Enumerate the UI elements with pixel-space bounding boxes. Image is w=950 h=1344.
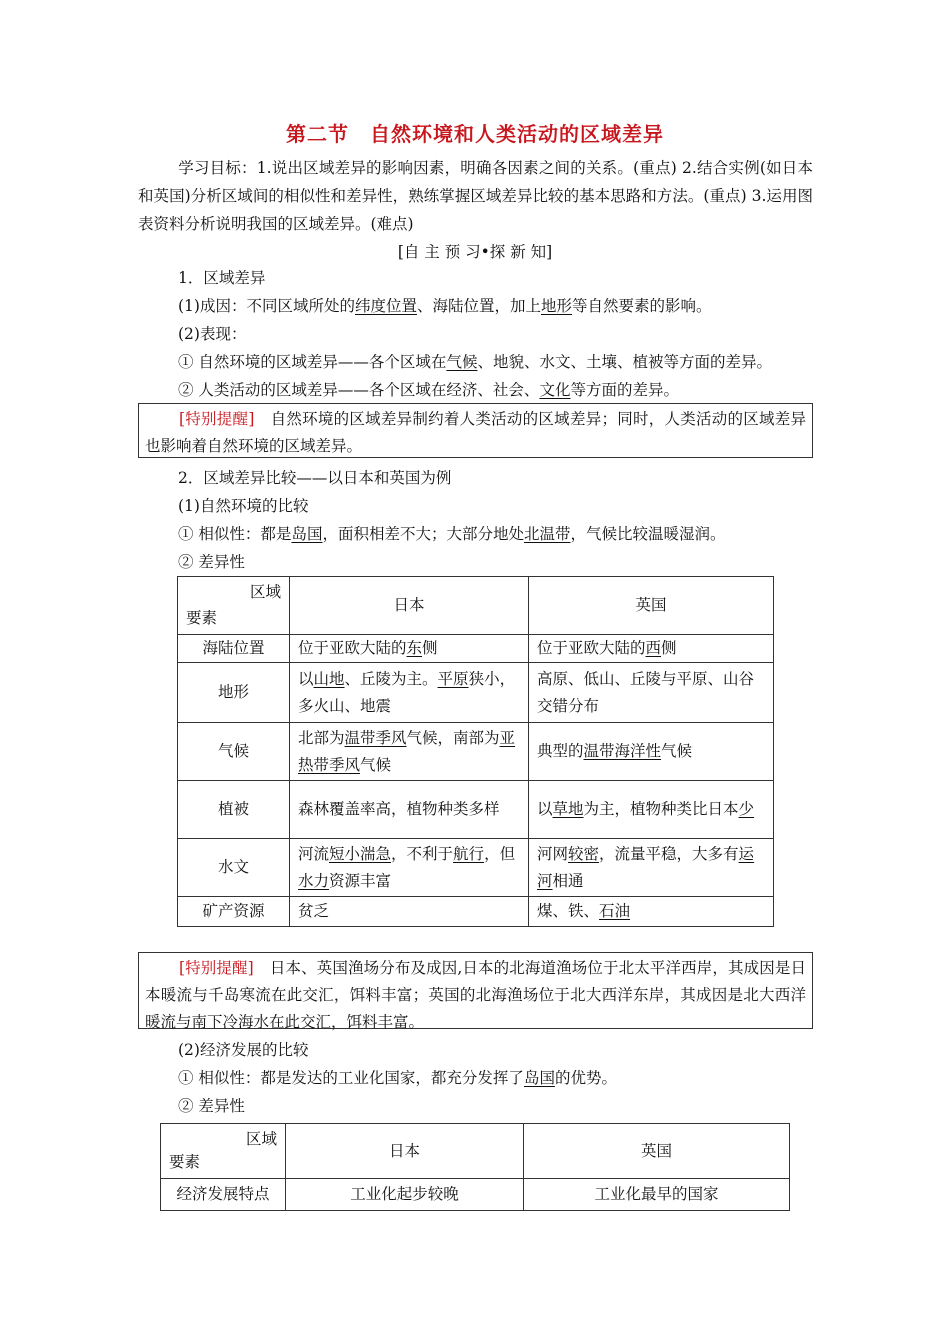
heading-comparison: 2．区域差异比较——以日本和英国为例 bbox=[178, 469, 452, 487]
table-row: 植被 森林覆盖率高，植物种类多样 以草地为主，植物种类比日本少 bbox=[178, 781, 774, 839]
table-corner-cell: 区域 要素 bbox=[178, 577, 290, 635]
page-title: 第二节 自然环境和人类活动的区域差异 bbox=[286, 122, 664, 146]
column-header-uk: 英国 bbox=[524, 1124, 790, 1179]
reminder-label: [特别提醒] bbox=[179, 410, 255, 428]
table-row: 地形 以山地、丘陵为主。平原狭小，多火山、地震 高原、低山、丘陵与平原、山谷交错分布 bbox=[178, 663, 774, 723]
reminder-label: [特别提醒] bbox=[179, 959, 254, 977]
performance-label: (2)表现： bbox=[178, 325, 247, 343]
natural-comparison-label: (1)自然环境的比较 bbox=[178, 497, 309, 515]
similarity-line: ① 相似性：都是岛国，面积相差不大；大部分地处北温带，气候比较温暖湿润。 bbox=[178, 525, 726, 543]
special-reminder-box-1: [特别提醒] 自然环境的区域差异制约着人类活动的区域差异；同时，人类活动的区域差异也影响着自然环境的区域差异。 bbox=[138, 403, 813, 458]
economic-difference-label: ② 差异性 bbox=[178, 1097, 245, 1115]
economic-comparison-table bbox=[160, 1123, 790, 1211]
human-difference-line: ② 人类活动的区域差异——各个区域在经济、社会、文化等方面的差异。 bbox=[178, 381, 679, 399]
section-header: [自 主 预 习•探 新 知] bbox=[397, 243, 553, 261]
table-row: 气候 北部为温带季风气候，南部为亚热带季风气候 典型的温带海洋性气候 bbox=[178, 723, 774, 781]
economic-comparison-label: (2)经济发展的比较 bbox=[178, 1041, 309, 1059]
table-row: 矿产资源 贫乏 煤、铁、石油 bbox=[178, 897, 774, 927]
heading-regional-difference: 1．区域差异 bbox=[178, 269, 266, 287]
natural-difference-line: ① 自然环境的区域差异——各个区域在气候、地貌、水文、土壤、植被等方面的差异。 bbox=[178, 353, 772, 371]
cause-line: (1)成因：不同区域所处的纬度位置、海陆位置，加上地形等自然要素的影响。 bbox=[178, 297, 712, 315]
natural-comparison-table bbox=[177, 576, 774, 927]
difference-label: ② 差异性 bbox=[178, 553, 245, 571]
column-header-japan: 日本 bbox=[286, 1124, 524, 1179]
column-header-uk: 英国 bbox=[529, 577, 774, 635]
economic-similarity-line: ① 相似性：都是发达的工业化国家，都充分发挥了岛国的优势。 bbox=[178, 1069, 617, 1087]
table-row: 水文 河流短小湍急，不利于航行，但水力资源丰富 河网较密，流量平稳，大多有运河相通 bbox=[178, 839, 774, 897]
table-corner-cell: 区域 要素 bbox=[161, 1124, 286, 1179]
column-header-japan: 日本 bbox=[290, 577, 529, 635]
special-reminder-box-2: [特别提醒] 日本、英国渔场分布及成因,日本的北海道渔场位于北太平洋西岸，其成因是日本暖流与千岛寒流在此交汇，饵料丰富；英国的北海渔场位于北大西洋东岸，其成因是北大西洋暖流与南下冷海水在此交汇，饵料丰富。 bbox=[138, 952, 813, 1029]
table-row: 海陆位置 位于亚欧大陆的东侧 位于亚欧大陆的西侧 bbox=[178, 635, 774, 663]
table-row: 经济发展特点 工业化起步较晚 工业化最早的国家 bbox=[161, 1179, 790, 1211]
learning-objectives: 学习目标：1.说出区域差异的影响因素，明确各因素之间的关系。(重点) 2.结合实例(如日本和英国)分析区域间的相似性和差异性，熟练掌握区域差异比较的基本思路和方法。(重点) 3.运用图表资料分析说明我国的区域差异。(难点) bbox=[138, 159, 813, 233]
